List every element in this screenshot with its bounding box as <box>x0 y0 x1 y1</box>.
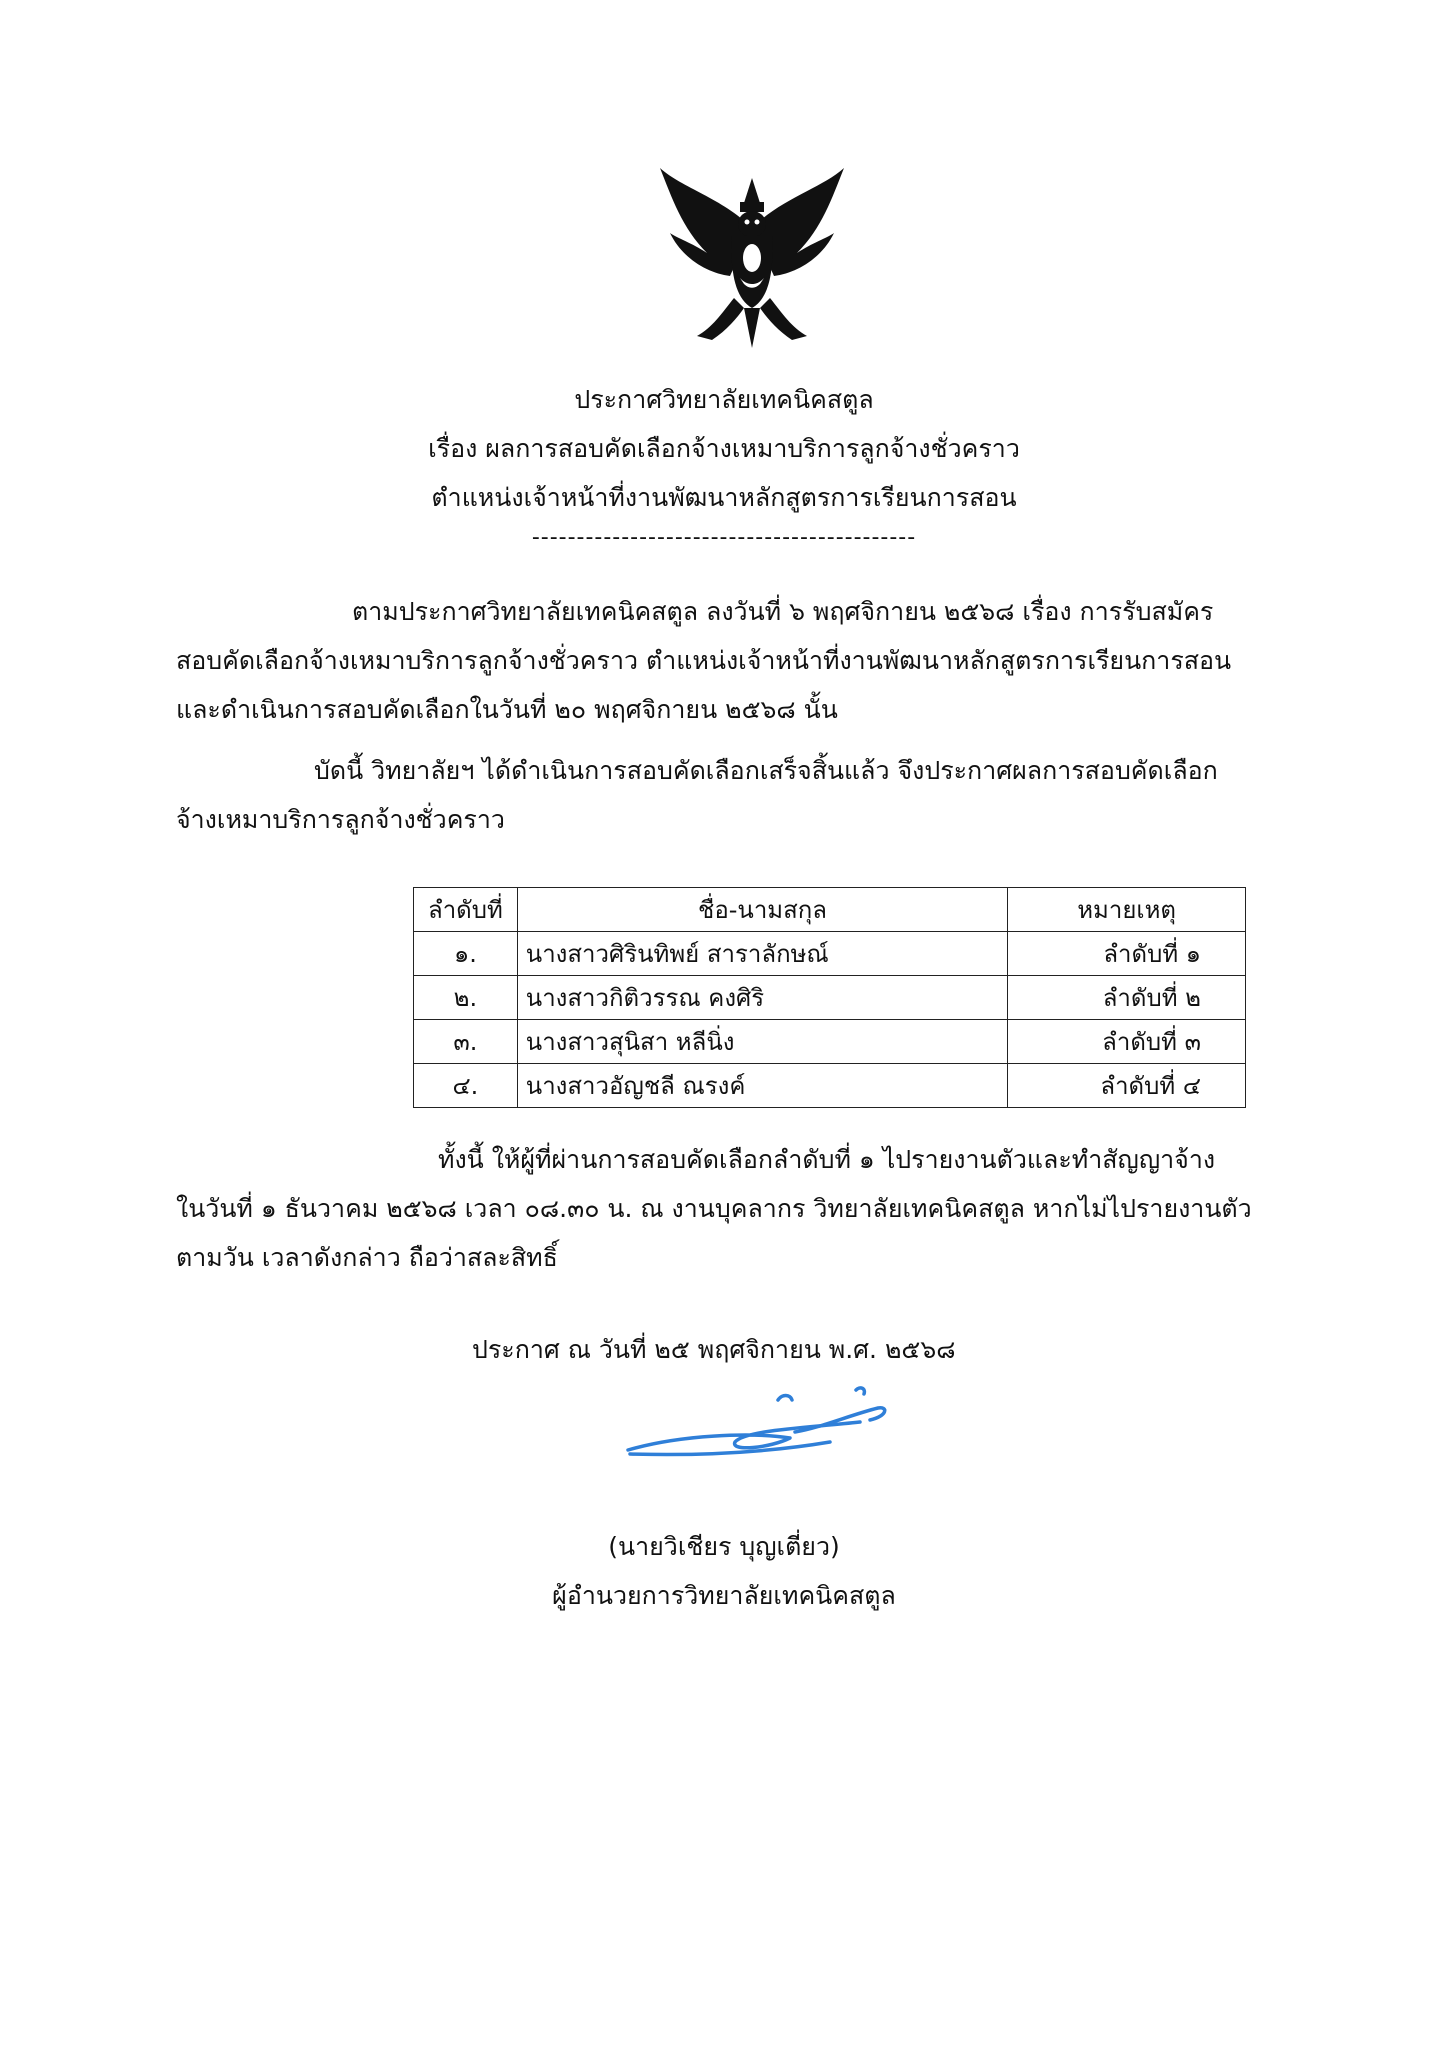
row-name: นางสาวสุนิสา หลีนิ่ง <box>517 1020 1007 1064</box>
garuda-emblem-icon <box>652 158 852 358</box>
para3-line3: ตามวัน เวลาดังกล่าว ถือว่าสละสิทธิ์ <box>176 1243 558 1272</box>
row-order: ๓. <box>414 1020 518 1064</box>
para1-line3: และดำเนินการสอบคัดเลือกในวันที่ ๒๐ พฤศจิกายน ๒๕๖๘ นั้น <box>176 695 838 724</box>
col-header-note: หมายเหตุ <box>1008 888 1246 932</box>
announcement-position: ตำแหน่งเจ้าหน้าที่งานพัฒนาหลักสูตรการเรียนการสอน <box>431 483 1017 512</box>
results-table <box>413 887 1246 1108</box>
table-row <box>414 976 1246 1020</box>
row-order: ๔. <box>414 1064 518 1108</box>
para1-line2: สอบคัดเลือกจ้างเหมาบริการลูกจ้างชั่วคราว ตำแหน่งเจ้าหน้าที่งานพัฒนาหลักสูตรการเรียนการสอน <box>176 646 1232 675</box>
para2-line2: จ้างเหมาบริการลูกจ้างชั่วคราว <box>176 805 505 834</box>
para2-line1: บัดนี้ วิทยาลัยฯ ได้ดำเนินการสอบคัดเลือกเสร็จสิ้นแล้ว จึงประกาศผลการสอบคัดเลือก <box>314 756 1218 785</box>
para1-line1: ตามประกาศวิทยาลัยเทคนิคสตูล ลงวันที่ ๖ พฤศจิกายน ๒๕๖๘ เรื่อง การรับสมัคร <box>352 597 1214 626</box>
signer-name: (นายวิเชียร บุญเตี่ยว) <box>608 1532 840 1561</box>
announcement-org: ประกาศวิทยาลัยเทคนิคสตูล <box>574 385 874 414</box>
row-name: นางสาวศิรินทิพย์ สาราลักษณ์ <box>517 932 1007 976</box>
row-note: ลำดับที่ ๑ <box>1008 932 1246 976</box>
table-row <box>414 932 1246 976</box>
col-header-order: ลำดับที่ <box>414 888 518 932</box>
row-note: ลำดับที่ ๔ <box>1008 1064 1246 1108</box>
header-separator: ------------------------------------------- <box>531 525 917 550</box>
col-header-name: ชื่อ-นามสกุล <box>517 888 1007 932</box>
announcement-subject: เรื่อง ผลการสอบคัดเลือกจ้างเหมาบริการลูกจ้างชั่วคราว <box>428 434 1020 463</box>
table-row <box>414 1064 1246 1108</box>
para3-line2: ในวันที่ ๑ ธันวาคม ๒๕๖๘ เวลา ๐๘.๓๐ น. ณ งานบุคลากร วิทยาลัยเทคนิคสตูล หากไม่ไปรายงานตัว <box>176 1194 1252 1223</box>
row-note: ลำดับที่ ๓ <box>1008 1020 1246 1064</box>
row-note: ลำดับที่ ๒ <box>1008 976 1246 1020</box>
table-header-row <box>414 888 1246 932</box>
table-row <box>414 1020 1246 1064</box>
row-order: ๑. <box>414 932 518 976</box>
announce-date: ประกาศ ณ วันที่ ๒๕ พฤศจิกายน พ.ศ. ๒๕๖๘ <box>472 1335 956 1364</box>
signer-title: ผู้อำนวยการวิทยาลัยเทคนิคสตูล <box>552 1581 896 1610</box>
signature-icon <box>620 1380 920 1470</box>
para3-line1: ทั้งนี้ ให้ผู้ที่ผ่านการสอบคัดเลือกลำดับที่ ๑ ไปรายงานตัวและทำสัญญาจ้าง <box>438 1145 1216 1174</box>
row-order: ๒. <box>414 976 518 1020</box>
row-name: นางสาวกิติวรรณ คงศิริ <box>517 976 1007 1020</box>
row-name: นางสาวอัญชลี ณรงค์ <box>517 1064 1007 1108</box>
